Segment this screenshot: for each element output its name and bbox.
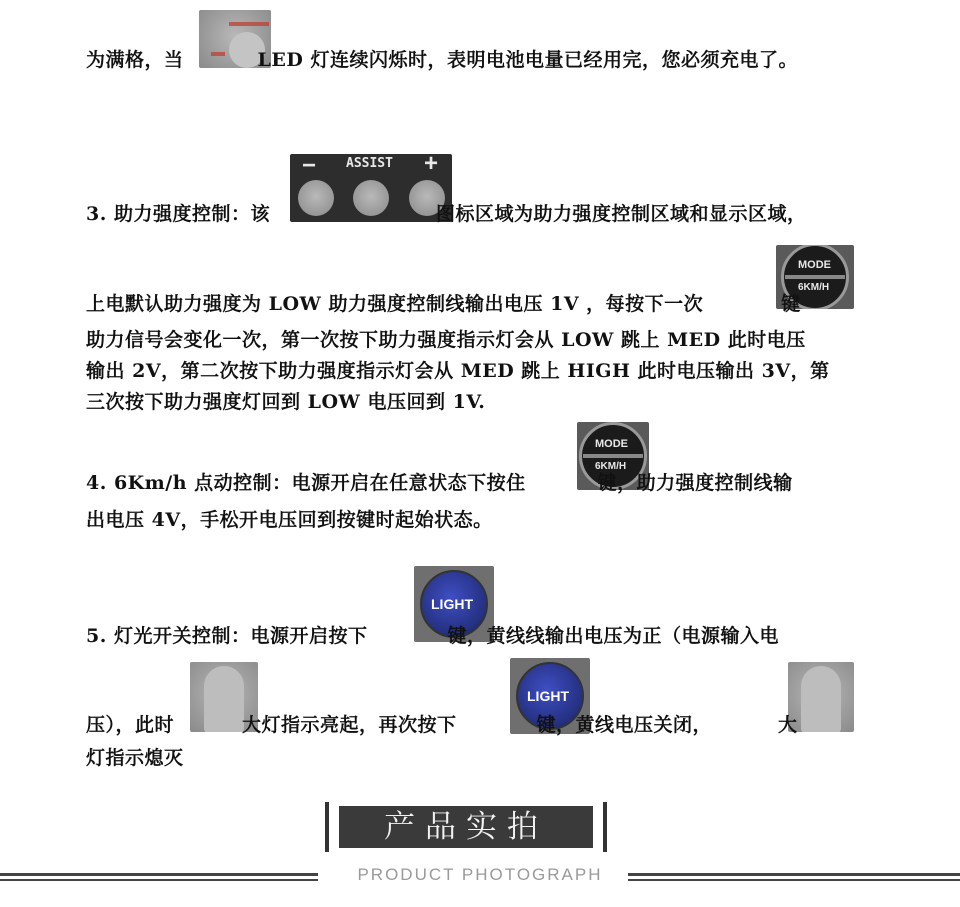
indicator-icon: [801, 666, 841, 732]
text-line-11: 灯指示熄灭: [86, 747, 184, 769]
line10-c: 键，黄线电压关闭，: [536, 714, 713, 736]
line1-before: 为满格，当: [86, 49, 184, 71]
text-line-4: 助力信号会变化一次，第一次按下助力强度指示灯会从 LOW 跳上 MED 此时电压: [86, 329, 806, 351]
line2-after: 图标区域为助力强度控制区域和显示区域，: [435, 203, 807, 225]
text-line-8: 出电压 4V，手松开电压回到按键时起始状态。: [86, 509, 493, 531]
line1-after: LED 灯连续闪烁时，表明电池电量已经用完，您必须充电了。: [257, 49, 798, 71]
line10-b: 大灯指示亮起，再次按下: [242, 714, 457, 736]
mode-divider: [583, 454, 643, 458]
title-bar-left: [325, 802, 329, 852]
line9-before: 5. 灯光开关控制：电源开启按下: [86, 625, 368, 647]
light-label: LIGHT: [431, 596, 473, 612]
divider-right: [628, 873, 960, 881]
mode-label: MODE: [595, 438, 628, 450]
text-line-6: 三次按下助力强度灯回到 LOW 电压回到 1V.: [86, 391, 486, 413]
plus-icon: +: [424, 154, 439, 177]
line3-before: 上电默认助力强度为 LOW 助力强度控制线输出电压 1V ，每按下一次: [86, 293, 704, 315]
text-line-10: [86, 713, 798, 737]
line3-after: 键: [781, 293, 801, 315]
title-bar-right: [603, 802, 607, 852]
text-line-3: [86, 292, 801, 316]
led-red-bar-icon: [229, 22, 269, 26]
text-line-7: [86, 471, 793, 495]
section-title-box: [325, 802, 607, 852]
text-line-5: 输出 2V，第二次按下助力强度指示灯会从 MED 跳上 HIGH 此时电压输出 3V，第: [86, 360, 830, 382]
mode-divider: [785, 275, 845, 279]
mode-label: MODE: [798, 259, 831, 271]
line2-before: 3. 助力强度控制：该: [86, 203, 270, 225]
text-line-9: [86, 624, 779, 648]
text-line-1: [86, 48, 798, 72]
line9-after: 键，黄线线输出电压为正（电源输入电: [447, 625, 779, 647]
section-subtitle: PRODUCT PHOTOGRAPH: [357, 865, 603, 884]
minus-icon: −: [302, 154, 317, 179]
6kmh-label: 6KM/H: [595, 461, 627, 472]
text-line-2: [86, 202, 806, 226]
light-label: LIGHT: [527, 688, 569, 704]
6kmh-label: 6KM/H: [798, 282, 830, 293]
line7-after: 键，助力强度控制线输: [597, 472, 793, 494]
line10-a: 压），此时: [86, 714, 175, 736]
line7-before: 4. 6Km/h 点动控制：电源开启在任意状态下按住: [86, 472, 526, 494]
section-title: 产品实拍: [339, 806, 593, 848]
line10-d: 大: [778, 714, 798, 736]
assist-label: ASSIST: [346, 156, 393, 171]
